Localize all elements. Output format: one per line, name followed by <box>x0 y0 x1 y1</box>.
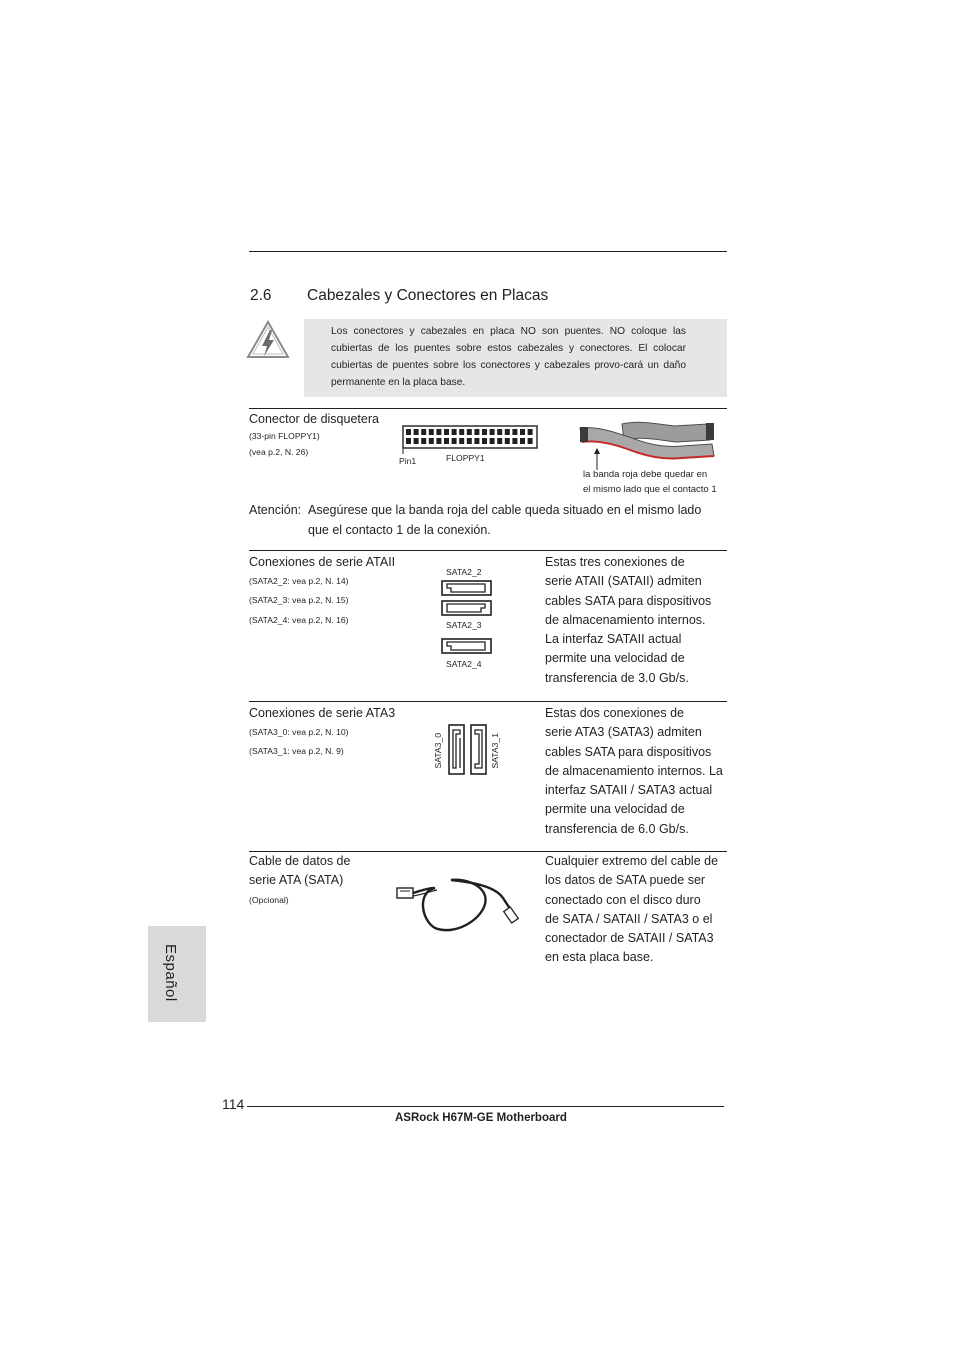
attention-label: Atención: <box>249 503 302 517</box>
sata2-desc-line: permite una velocidad de <box>545 651 685 666</box>
sata-cable-desc-line: de SATA / SATAII / SATA3 o el <box>545 911 713 926</box>
sata2-desc-line: cables SATA para dispositivos <box>545 593 712 608</box>
sata3-desc-line: interfaz SATAII / SATA3 actual <box>545 783 713 798</box>
footer-product: ASRock H67M-GE Motherboard <box>395 1112 567 1124</box>
floppy-pin <box>505 438 510 444</box>
language-side-tab <box>148 926 206 1022</box>
sata2-ref-2: (SATA2_3: vea p.2, N. 15) <box>249 595 349 605</box>
floppy-pin <box>467 429 472 435</box>
sata2-desc-line: La interfaz SATAII actual <box>545 632 682 647</box>
floppy-pin <box>429 429 434 435</box>
sata2-ref-3: (SATA2_4: vea p.2, N. 16) <box>249 615 349 625</box>
sata2-ref-1: (SATA2_2: vea p.2, N. 14) <box>249 576 349 586</box>
floppy-pin <box>497 429 502 435</box>
top-rule <box>249 251 727 252</box>
floppy-pin <box>467 438 472 444</box>
floppy-pin <box>528 438 533 444</box>
floppy-rule <box>249 408 727 409</box>
floppy-pin <box>414 438 419 444</box>
floppy-pin <box>452 438 457 444</box>
sata3-title: Conexiones de serie ATA3 <box>249 706 396 720</box>
footer-rule <box>247 1106 724 1107</box>
floppy-pin <box>421 438 426 444</box>
sata2-rule <box>249 550 727 551</box>
floppy-pin <box>459 438 464 444</box>
sata-cable-description <box>545 852 718 968</box>
floppy-pin <box>497 438 502 444</box>
floppy-pin-count: (33-pin FLOPPY1) <box>249 431 320 441</box>
sata3-ref-1: (SATA3_0: vea p.2, N. 10) <box>249 727 349 737</box>
floppy-pin <box>512 438 517 444</box>
page-number: 114 <box>222 1096 245 1112</box>
sata2-desc-line: Estas tres conexiones de <box>545 555 685 569</box>
cable-caption-line-2: el mismo lado que el contacto 1 <box>583 484 717 495</box>
floppy-pin <box>459 429 464 435</box>
sata3-desc-line: transferencia de 6.0 Gb/s. <box>545 821 689 836</box>
sata-cable-desc-line: Cualquier extremo del cable de <box>545 854 719 868</box>
sata3-1-label: SATA3_1 <box>490 733 500 769</box>
sata3-desc-line: de almacenamiento internos. La <box>545 763 723 778</box>
floppy-pin <box>406 438 411 444</box>
sata2-2-connector <box>441 580 493 597</box>
floppy-pin <box>474 429 479 435</box>
floppy-ref: (vea p.2, N. 26) <box>249 447 309 457</box>
sata-cable-image <box>395 874 525 934</box>
floppy-pin <box>414 429 419 435</box>
sata-cable-desc-line: conectador de SATAII / SATA3 <box>545 931 714 946</box>
sata3-description <box>545 704 723 839</box>
sata2-3-label: SATA2_3 <box>446 620 482 630</box>
sata3-desc-line: Estas dos conexiones de <box>545 706 684 720</box>
floppy-pin <box>421 429 426 435</box>
floppy-pin <box>452 429 457 435</box>
sata3-ref-2: (SATA3_1: vea p.2, N. 9) <box>249 746 344 756</box>
sata-cable-title-2: serie ATA (SATA) <box>249 873 344 887</box>
floppy-connector-label: FLOPPY1 <box>446 453 485 463</box>
sata3-0-label: SATA3_0 <box>433 733 443 769</box>
section-number: 2.6 <box>250 287 272 304</box>
warning-icon <box>246 320 290 360</box>
sata3-0-connector <box>448 724 466 776</box>
cable-caption-line-1: la banda roja debe quedar en <box>583 469 708 480</box>
sata3-rule <box>249 701 727 702</box>
floppy-pin <box>528 429 533 435</box>
sata-cable-title-1: Cable de datos de <box>249 854 351 868</box>
floppy-pin <box>520 429 525 435</box>
floppy-pin <box>444 438 449 444</box>
floppy-pin <box>490 438 495 444</box>
sata2-2-label: SATA2_2 <box>446 567 482 577</box>
floppy-pin <box>482 438 487 444</box>
caution-note-box <box>304 319 727 397</box>
caution-note-text: Los conectores y cabezales en placa NO son puentes. NO coloque las cubiertas de los puentes sobre estos cabezales y conectores. El colocar cubiertas de puentes sobre los conectores y cabezales provo-cará un daño permanente en la placa base. <box>331 326 686 388</box>
sata-cable-desc-line: en esta placa base. <box>545 950 654 965</box>
sata2-description <box>545 553 711 688</box>
floppy-pin <box>520 438 525 444</box>
floppy-title: Conector de disquetera <box>249 412 379 426</box>
floppy-pin <box>436 429 441 435</box>
language-tab-label: Español <box>162 944 179 1002</box>
sata2-4-label: SATA2_4 <box>446 659 482 669</box>
sata2-3-connector <box>441 600 493 617</box>
floppy-pin <box>482 429 487 435</box>
floppy-pin <box>429 438 434 444</box>
floppy-pin <box>512 429 517 435</box>
floppy-pin <box>490 429 495 435</box>
floppy-pin <box>406 429 411 435</box>
sata2-desc-line: de almacenamiento internos. <box>545 612 706 627</box>
floppy-pin <box>505 429 510 435</box>
sata-cable-desc-line: conectado con el disco duro <box>545 892 701 907</box>
sata3-desc-line: cables SATA para dispositivos <box>545 744 712 759</box>
sata-cable-optional: (Opcional) <box>249 895 289 905</box>
sata3-desc-line: serie ATA3 (SATA3) admiten <box>545 725 702 740</box>
sata2-4-connector <box>441 638 493 655</box>
sata3-1-connector <box>470 724 488 776</box>
sata3-desc-line: permite una velocidad de <box>545 802 685 817</box>
attention-line-1: Asegúrese que la banda roja del cable queda situado en el mismo lado <box>308 503 702 517</box>
floppy-pin1-label: Pin1 <box>399 456 417 466</box>
sata2-desc-line: transferencia de 3.0 Gb/s. <box>545 670 689 685</box>
floppy-pin <box>436 438 441 444</box>
sata2-title: Conexiones de serie ATAII <box>249 555 396 569</box>
floppy-ribbon-cable-image <box>578 418 718 472</box>
floppy-pin <box>444 429 449 435</box>
attention-line-2: que el contacto 1 de la conexión. <box>308 523 491 537</box>
sata-cable-desc-line: los datos de SATA puede ser <box>545 873 706 888</box>
floppy-pin <box>474 438 479 444</box>
section-title: Cabezales y Conectores en Placas <box>307 287 549 304</box>
sata2-desc-line: serie ATAII (SATAII) admiten <box>545 574 702 589</box>
